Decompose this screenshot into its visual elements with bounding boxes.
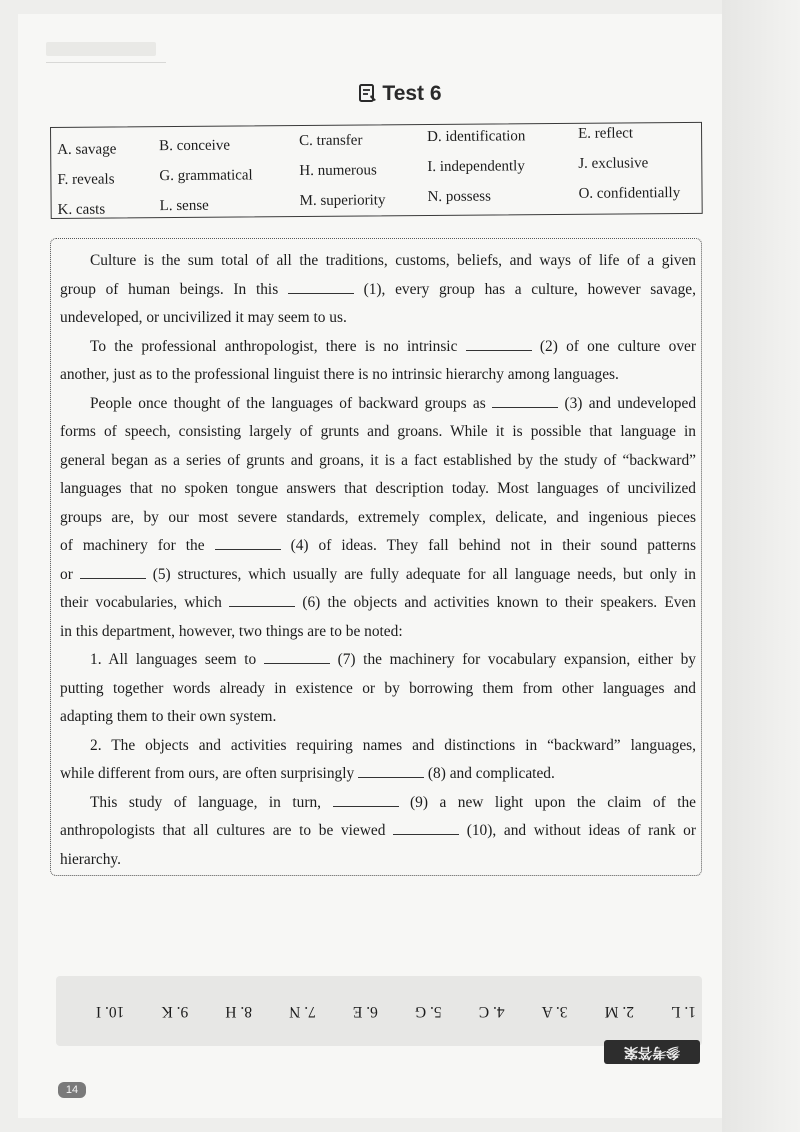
answer-item: 9. K (161, 1003, 189, 1020)
answer-item: 5. G (414, 1003, 442, 1020)
word-bank (50, 122, 703, 219)
word-option: A. savage (57, 141, 117, 158)
page-title (0, 82, 800, 109)
answer-item: 3. A (541, 1003, 568, 1020)
header-rule (46, 62, 166, 63)
passage-line: while different from ours, are often surprisingly (8) and complicated. (60, 765, 555, 782)
passage-line: This study of language, in turn, (9) a new light upon the claim of the (90, 793, 696, 811)
title-text: Test 6 (382, 82, 442, 105)
answer-item: 7. N (289, 1003, 316, 1020)
passage-box (50, 238, 702, 876)
passage-line: or (5) structures, which usually are fully adequate for all language needs, but only in (60, 565, 696, 583)
answer-blank[interactable] (229, 592, 295, 607)
answer-blank[interactable] (393, 820, 459, 835)
answer-blank[interactable] (358, 763, 424, 778)
word-option: D. identification (427, 128, 526, 146)
answers-label: 参考答案 (604, 1040, 700, 1064)
passage-line: another, just as to the professional linguist there is no intrinsic hierarchy among languages. (60, 366, 619, 383)
answer-item: 6. E (352, 1003, 378, 1020)
passage-line: To the professional anthropologist, there is no intrinsic (2) of one culture over (90, 337, 696, 355)
passage-line: putting together words already in existence or by borrowing them from other languages and (60, 679, 696, 697)
header-ghost (46, 42, 156, 56)
answer-key (96, 994, 696, 1020)
passage-line: of machinery for the (4) of ideas. They fall behind not in their sound patterns (60, 537, 696, 554)
page-number: 14 (58, 1082, 86, 1098)
passage-line: their vocabularies, which (6) the objects and activities known to their speakers. Even (60, 594, 696, 611)
answer-blank[interactable] (333, 792, 399, 807)
passage-line: groups are, by our most severe standards, extremely complex, delicate, and ingenious pieces (60, 508, 696, 526)
passage-line: adapting them to their own system. (60, 708, 277, 725)
word-option: N. possess (427, 188, 491, 206)
passage-line: group of human beings. In this (1), every group has a culture, however savage, (60, 280, 696, 298)
word-option: M. superiority (299, 192, 386, 210)
passage-line: Culture is the sum total of all the traditions, customs, beliefs, and ways of life of a given (90, 252, 696, 269)
page-edge-shadow (722, 0, 800, 1132)
word-option: E. reflect (578, 125, 634, 142)
answer-blank[interactable] (492, 393, 558, 408)
word-option: K. casts (57, 201, 106, 218)
test-paper-icon (358, 83, 378, 109)
answer-item: 10. I (96, 1003, 125, 1020)
answer-item: 8. H (225, 1003, 253, 1020)
passage-line: hierarchy. (60, 850, 121, 868)
passage-line: 1. All languages seem to (7) the machinery for vocabulary expansion, either by (90, 651, 696, 668)
passage-line: anthropologists that all cultures are to be viewed (10), and without ideas of rank or (60, 822, 696, 839)
passage-line: 2. The objects and activities requiring names and distinctions in “backward” languages, (90, 736, 696, 754)
passage-line: undeveloped, or uncivilized it may seem to us. (60, 309, 347, 326)
answer-blank[interactable] (264, 649, 330, 664)
word-option: O. confidentially (578, 185, 681, 202)
word-option: H. numerous (299, 162, 377, 180)
answer-blank[interactable] (466, 336, 532, 351)
answer-item: 1. L (671, 1003, 696, 1020)
passage-line: in this department, however, two things are to be noted: (60, 622, 403, 640)
word-option: I. independently (427, 158, 525, 176)
passage-line: general began as a series of grunts and groans, it is a fact established by the study of “backward” (60, 451, 696, 469)
word-option: J. exclusive (578, 155, 649, 172)
answer-blank[interactable] (215, 535, 281, 550)
word-option: B. conceive (159, 137, 231, 155)
answer-item: 2. M (604, 1003, 634, 1020)
passage-line: People once thought of the languages of backward groups as (3) and undeveloped (90, 394, 697, 412)
word-option: G. grammatical (159, 167, 253, 185)
passage-line: languages that no spoken tongue answers that description today. Most languages of uncivilized (60, 480, 696, 497)
answer-item: 4. C (478, 1003, 505, 1020)
passage-text (60, 247, 696, 874)
passage-line: forms of speech, consisting largely of grunts and groans. While it is possible that language in (60, 423, 696, 440)
answer-blank[interactable] (288, 279, 354, 294)
word-option: F. reveals (57, 171, 115, 188)
word-option: C. transfer (299, 132, 363, 150)
word-option: L. sense (159, 197, 209, 215)
answer-blank[interactable] (80, 564, 146, 579)
